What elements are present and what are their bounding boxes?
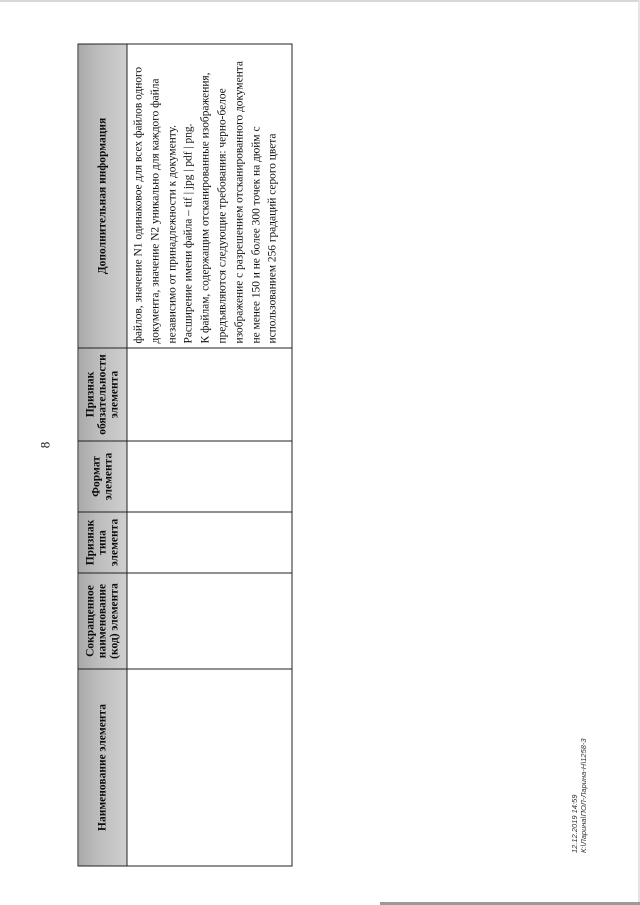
header-element-name: Наименование элемента	[78, 669, 127, 866]
table-container	[77, 44, 292, 866]
elements-table	[77, 43, 292, 866]
info-paragraph-scan-requirements: К файлам, содержащим отсканированные изображения, предъявляются следующие требования: черно-белое изображение с разрешением отсканированного документа не менее 150 и не более 300 точек на дюйм с использованием 256 градаций серого цвета	[199, 60, 279, 343]
page-number: 8	[37, 441, 53, 449]
header-additional-info: Дополнительная информация	[78, 44, 127, 348]
stamp-path: К:\Ларина\ПОЛ-Ларина-Н\1258-3	[579, 738, 588, 853]
cell-element-required	[127, 348, 292, 441]
scan-edge-top	[0, 0, 640, 2]
header-element-format: Формат элемента	[78, 441, 127, 512]
header-element-type: Признак типа элемента	[78, 512, 127, 573]
table-header-row	[78, 44, 127, 866]
cell-element-code	[127, 573, 292, 669]
table-row	[127, 44, 292, 866]
cell-additional-info	[127, 44, 292, 348]
info-paragraph-extension: Расширение имени файла – tif | jpg | pdf | png.	[182, 123, 195, 343]
cell-element-name	[127, 669, 292, 866]
rotated-table-frame	[77, 44, 292, 866]
header-element-required: Признак обязательности элемента	[78, 348, 127, 441]
cell-element-type	[127, 512, 292, 573]
stamp-date: 12.12.2019 14:59	[570, 794, 579, 853]
info-paragraph-filename-rule: файлов, значение N1 одинаковое для всех файлов одного документа, значение N2 уникально для каждого файла независимо от принадлежности к документу.	[132, 66, 178, 343]
cell-element-format	[127, 441, 292, 512]
header-element-code: Сокращенное наименование (код) элемента	[78, 573, 127, 669]
